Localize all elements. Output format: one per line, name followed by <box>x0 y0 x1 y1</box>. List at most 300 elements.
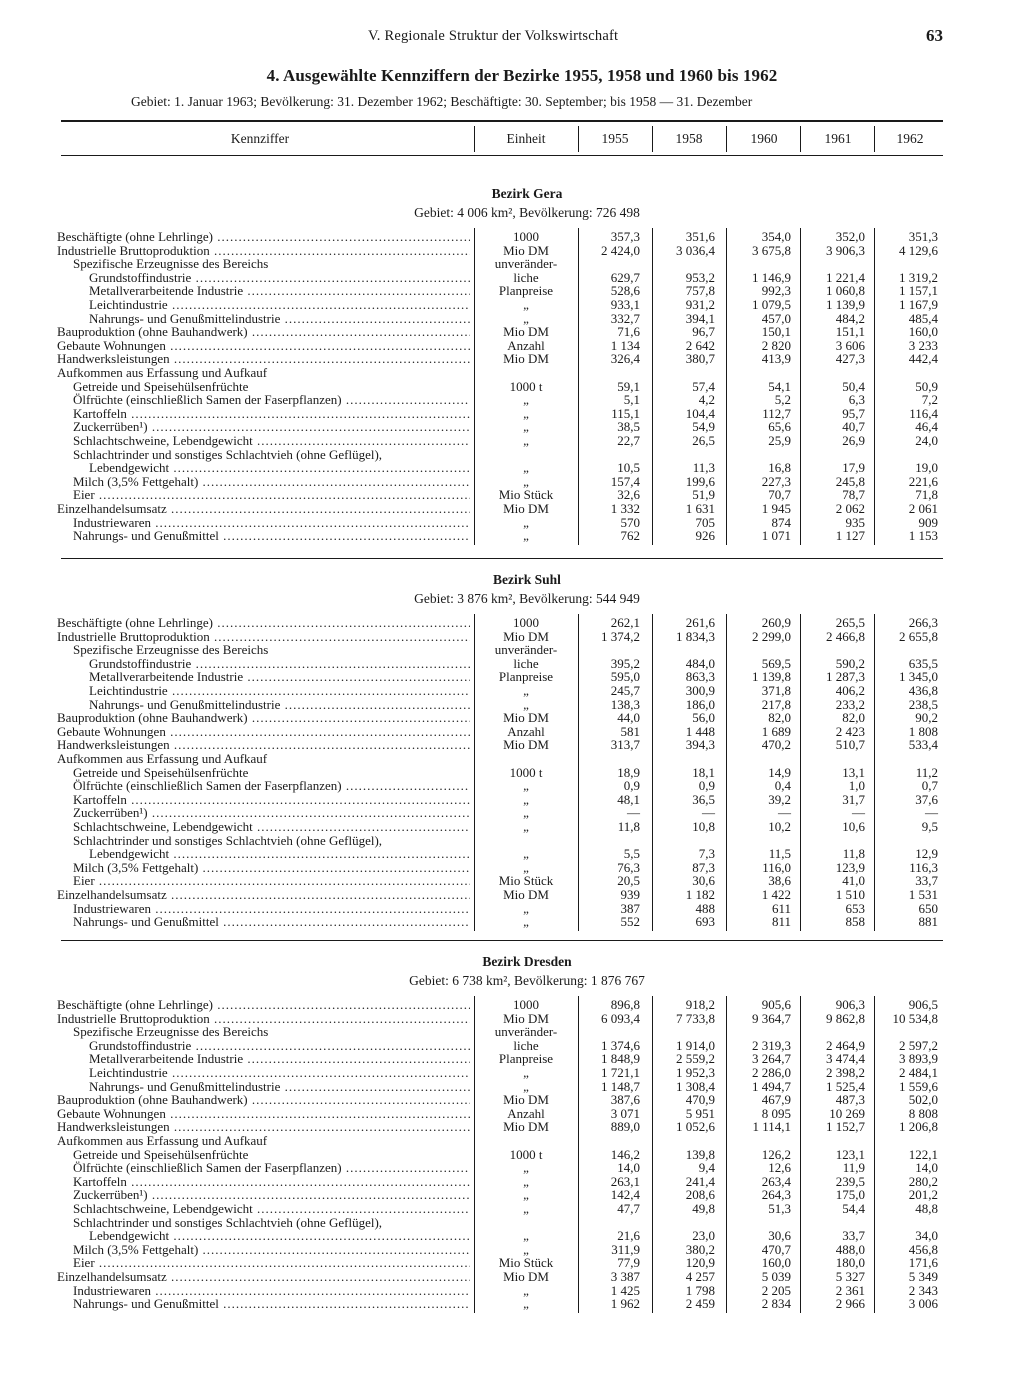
cell-value: 37,6 <box>915 791 938 807</box>
cell-value: 32,6 <box>617 487 640 503</box>
cell-value: 1 962 <box>610 1296 640 1312</box>
cell-value: 78,7 <box>842 487 865 503</box>
row-unit: „ <box>523 1173 529 1189</box>
cell-value: 1 374,6 <box>601 1037 640 1053</box>
cell-value: 510,7 <box>835 737 865 753</box>
row-unit: „ <box>523 310 529 326</box>
cell-value: 266,3 <box>908 615 938 630</box>
table-row <box>0 1229 1024 1243</box>
cell-value: 11,5 <box>768 846 791 862</box>
cell-value: 874 <box>771 514 791 530</box>
table-row <box>0 407 1024 421</box>
row-unit: Mio DM <box>503 710 549 726</box>
cell-value: 199,6 <box>685 473 715 489</box>
cell-value: 0,9 <box>623 778 640 794</box>
cell-value: 96,7 <box>692 324 715 340</box>
table-row <box>0 516 1024 530</box>
row-unit: „ <box>523 1065 529 1080</box>
cell-value: 238,5 <box>908 696 938 712</box>
cell-value: 30,6 <box>692 873 715 889</box>
cell-value: 457,0 <box>761 310 791 326</box>
row-unit: Planpreise <box>498 283 554 299</box>
cell-value: 1 914,0 <box>676 1037 715 1053</box>
table-row <box>0 1284 1024 1298</box>
row-label: Spezifische Erzeugnisse des Bereichs <box>73 643 269 658</box>
row-unit: unveränder- <box>494 642 558 658</box>
cell-value: 2 423 <box>835 723 865 739</box>
cell-value: 280,2 <box>908 1173 938 1189</box>
row-unit: „ <box>523 514 529 530</box>
table-row <box>0 448 1024 462</box>
table-row <box>0 902 1024 916</box>
cell-value: 10,8 <box>692 819 715 834</box>
row-label: Nahrungs- und Genußmittel ..... <box>73 1297 470 1311</box>
row-unit: „ <box>523 805 529 821</box>
row-unit: liche <box>513 269 539 285</box>
table-row <box>0 366 1024 380</box>
row-unit: „ <box>523 900 529 916</box>
table-row <box>0 766 1024 780</box>
row-unit: „ <box>523 696 529 712</box>
cell-value: 1 052,6 <box>676 1119 715 1135</box>
cell-value: 38,5 <box>617 419 640 435</box>
cell-value: 1 425 <box>610 1282 640 1298</box>
cell-value: 3 893,9 <box>899 1051 938 1067</box>
cell-value: 931,2 <box>685 297 715 312</box>
row-label: Industrielle Bruttoproduktion ..... <box>57 244 470 258</box>
row-unit: „ <box>523 683 529 698</box>
cell-value: 905,6 <box>761 997 791 1012</box>
row-label: Eier ..... <box>73 874 470 888</box>
cell-value: 1 531 <box>908 887 938 902</box>
cell-value: 484,2 <box>835 310 865 326</box>
row-label: Lebendgewicht ..... <box>89 461 470 475</box>
cell-value: 2 834 <box>761 1296 791 1312</box>
cell-value: 1 221,4 <box>826 269 865 285</box>
cell-value: 357,3 <box>610 229 640 244</box>
row-label: Leichtindustrie ..... <box>89 298 470 312</box>
cell-value: 24,0 <box>915 433 938 448</box>
row-unit: „ <box>523 1296 529 1312</box>
cell-value: 1 319,2 <box>899 269 938 285</box>
cell-value: 180,0 <box>835 1255 865 1271</box>
row-unit: 1000 t <box>509 1146 543 1162</box>
page-number: 63 <box>926 26 943 45</box>
cell-value: 77,9 <box>617 1255 640 1271</box>
cell-value: 138,3 <box>610 696 640 712</box>
row-unit: Anzahl <box>507 337 545 353</box>
cell-value: 2 820 <box>761 337 791 353</box>
cell-value: 1 332 <box>610 501 640 516</box>
cell-value: 1 182 <box>685 887 715 902</box>
row-unit: Mio Stück <box>498 487 554 503</box>
cell-value: 1 510 <box>835 887 865 902</box>
cell-value: 104,4 <box>685 405 715 421</box>
row-label: Spezifische Erzeugnisse des Bereichs <box>73 257 269 272</box>
cell-value: 9,5 <box>921 819 938 834</box>
cell-value: — <box>627 805 640 821</box>
row-unit: „ <box>523 405 529 421</box>
row-unit: „ <box>523 1160 529 1176</box>
cell-value: 50,9 <box>915 378 938 394</box>
row-label: Grundstoffindustrie ..... <box>89 657 470 671</box>
cell-value: 3 474,4 <box>826 1051 865 1067</box>
cell-value: 1 422 <box>761 887 791 902</box>
cell-value: 380,7 <box>685 351 715 367</box>
cell-value: 502,0 <box>908 1092 938 1108</box>
row-unit: 1000 <box>513 615 539 630</box>
row-label: Industrielle Bruttoproduktion ..... <box>57 630 470 644</box>
cell-value: 858 <box>845 914 865 930</box>
cell-value: 33,7 <box>842 1228 865 1244</box>
cell-value: 595,0 <box>610 669 640 685</box>
row-label: Kartoffeln ..... <box>73 793 470 807</box>
cell-value: 387,6 <box>610 1092 640 1108</box>
cell-value: 1 139,9 <box>826 297 865 312</box>
cell-value: 6,3 <box>848 392 865 408</box>
row-unit: Mio DM <box>503 324 549 340</box>
cell-value: 442,4 <box>908 351 938 367</box>
table-row <box>0 998 1024 1012</box>
cell-value: 261,6 <box>685 615 715 630</box>
cell-value: 1 945 <box>761 501 791 516</box>
cell-value: 1 127 <box>835 528 865 544</box>
cell-value: 406,2 <box>835 683 865 698</box>
row-unit: Planpreise <box>498 669 554 685</box>
cell-value: 48,1 <box>617 791 640 807</box>
cell-value: 635,5 <box>908 655 938 671</box>
row-label: Aufkommen aus Erfassung und Aufkauf <box>57 366 268 380</box>
cell-value: 123,9 <box>835 859 865 875</box>
cell-value: 1 079,5 <box>752 297 791 312</box>
cell-value: 3 675,8 <box>752 242 791 258</box>
row-unit: „ <box>523 1187 529 1203</box>
cell-value: 313,7 <box>610 737 640 753</box>
cell-value: 71,8 <box>915 487 938 503</box>
row-unit: Mio DM <box>503 351 549 367</box>
cell-value: 22,7 <box>617 433 640 448</box>
cell-value: 1 689 <box>761 723 791 739</box>
cell-value: 3 006 <box>908 1296 938 1312</box>
cell-value: 918,2 <box>685 997 715 1012</box>
cell-value: 11,9 <box>842 1160 865 1176</box>
table-row <box>0 393 1024 407</box>
table-row <box>0 1066 1024 1080</box>
cell-value: 1 448 <box>685 723 715 739</box>
row-unit: „ <box>523 528 529 544</box>
cell-value: 13,1 <box>842 764 865 780</box>
row-unit: Planpreise <box>498 1051 554 1067</box>
row-label: Milch (3,5% Fettgehalt) ..... <box>73 475 470 489</box>
table-row <box>0 1025 1024 1039</box>
table-row <box>0 257 1024 271</box>
cell-value: 590,2 <box>835 655 865 671</box>
cell-value: 1 345,0 <box>899 669 938 685</box>
cell-value: 17,9 <box>842 460 865 476</box>
row-unit: Mio DM <box>503 737 549 753</box>
cell-value: 1 808 <box>908 723 938 739</box>
row-label: Eier ..... <box>73 488 470 502</box>
row-unit: 1000 <box>513 997 539 1012</box>
cell-value: 488 <box>695 900 715 916</box>
cell-value: 116,0 <box>762 859 791 875</box>
column-header-1958: 1958 <box>675 131 703 146</box>
section-rule <box>61 558 943 559</box>
row-unit: „ <box>523 460 529 476</box>
row-label: Grundstoffindustrie ..... <box>89 1039 470 1053</box>
cell-value: 233,2 <box>835 696 865 712</box>
row-label: Industriewaren ..... <box>73 1284 470 1298</box>
cell-value: 1 148,7 <box>601 1078 640 1094</box>
cell-value: 653 <box>845 900 865 916</box>
cell-value: 906,3 <box>835 997 865 1012</box>
cell-value: 36,5 <box>692 791 715 807</box>
cell-value: 5 349 <box>908 1269 938 1284</box>
cell-value: 30,6 <box>768 1228 791 1244</box>
cell-value: 260,9 <box>761 615 791 630</box>
cell-value: 112,7 <box>762 405 791 421</box>
row-unit: „ <box>523 1078 529 1094</box>
table-row <box>0 1297 1024 1311</box>
cell-value: 2 061 <box>908 501 938 516</box>
row-label: Beschäftigte (ohne Lehrlinge) ..... <box>57 616 470 630</box>
cell-value: 46,4 <box>915 419 938 435</box>
row-label: Nahrungs- und Genußmittelindustrie ..... <box>89 312 470 326</box>
cell-value: 5,5 <box>623 846 640 862</box>
row-label: Handwerksleistungen ..... <box>57 738 470 752</box>
row-label: Milch (3,5% Fettgehalt) ..... <box>73 1243 470 1257</box>
cell-value: 157,4 <box>610 473 640 489</box>
cell-value: 47,7 <box>617 1201 640 1216</box>
cell-value: 1 374,2 <box>601 628 640 644</box>
cell-value: 20,5 <box>617 873 640 889</box>
cell-value: 241,4 <box>685 1173 715 1189</box>
row-label: Milch (3,5% Fettgehalt) ..... <box>73 861 470 875</box>
cell-value: 933,1 <box>610 297 640 312</box>
cell-value: 139,8 <box>685 1146 715 1162</box>
cell-value: 44,0 <box>617 710 640 726</box>
cell-value: 10 269 <box>829 1105 865 1121</box>
cell-value: 863,3 <box>685 669 715 685</box>
cell-value: 115,1 <box>611 405 640 421</box>
cell-value: 175,0 <box>835 1187 865 1203</box>
table-row <box>0 380 1024 394</box>
row-label: Zuckerrüben¹) ..... <box>73 420 470 434</box>
cell-value: 264,3 <box>761 1187 791 1203</box>
cell-value: 10,2 <box>768 819 791 834</box>
row-label: Metallverarbeitende Industrie ..... <box>89 284 470 298</box>
row-label: Zuckerrüben¹) ..... <box>73 806 470 820</box>
cell-value: 380,2 <box>685 1241 715 1257</box>
cell-value: 5 039 <box>761 1269 791 1284</box>
row-unit: Mio DM <box>503 1119 549 1135</box>
row-label: Bauproduktion (ohne Bauhandwerk) ..... <box>57 711 470 725</box>
row-label: Nahrungs- und Genußmittel ..... <box>73 529 470 543</box>
cell-value: 1 848,9 <box>601 1051 640 1067</box>
row-label: Ölfrüchte (einschließlich Samen der Faserpflanzen) ..... <box>73 1161 470 1175</box>
cell-value: 611 <box>771 900 791 916</box>
cell-value: 221,6 <box>908 473 938 489</box>
cell-value: 757,8 <box>685 283 715 299</box>
cell-value: 120,9 <box>685 1255 715 1271</box>
cell-value: 1 308,4 <box>676 1078 715 1094</box>
cell-value: 1 060,8 <box>826 283 865 299</box>
cell-value: 5 951 <box>685 1105 715 1121</box>
row-label: Zuckerrüben¹) ..... <box>73 1188 470 1202</box>
row-label: Leichtindustrie ..... <box>89 684 470 698</box>
cell-value: 1 206,8 <box>899 1119 938 1135</box>
cell-value: 9 862,8 <box>826 1010 865 1026</box>
row-label: Beschäftigte (ohne Lehrlinge) ..... <box>57 230 470 244</box>
row-unit: Mio DM <box>503 1092 549 1108</box>
row-label: Metallverarbeitende Industrie ..... <box>89 670 470 684</box>
cell-value: 57,4 <box>692 378 715 394</box>
row-label: Gebaute Wohnungen ..... <box>57 1107 470 1121</box>
cell-value: 351,3 <box>908 229 938 244</box>
column-header-1961: 1961 <box>824 131 852 146</box>
cell-value: 10 534,8 <box>892 1010 938 1026</box>
cell-value: 2 205 <box>761 1282 791 1298</box>
section-rule <box>61 940 943 941</box>
row-unit: „ <box>523 433 529 448</box>
row-unit: „ <box>523 859 529 875</box>
cell-value: 1 139,8 <box>752 669 791 685</box>
cell-value: 262,1 <box>610 615 640 630</box>
cell-value: 265,5 <box>835 615 865 630</box>
cell-value: 1 525,4 <box>826 1078 865 1094</box>
table-row <box>0 834 1024 848</box>
cell-value: 909 <box>918 514 938 530</box>
table-row <box>0 670 1024 684</box>
cell-value: 3 606 <box>835 337 865 353</box>
running-title: V. Regionale Struktur der Volkswirtschaft <box>368 28 619 44</box>
cell-value: 5,1 <box>623 392 640 408</box>
cell-value: 26,9 <box>842 433 865 448</box>
table-row <box>0 752 1024 766</box>
cell-value: 54,4 <box>842 1201 865 1216</box>
cell-value: 26,5 <box>692 433 715 448</box>
cell-value: 14,9 <box>768 764 791 780</box>
cell-value: 394,3 <box>685 737 715 753</box>
cell-value: 1 153 <box>908 528 938 544</box>
table-row <box>0 847 1024 861</box>
cell-value: 142,4 <box>610 1187 640 1203</box>
row-label: Handwerksleistungen ..... <box>57 1120 470 1134</box>
table-row <box>0 1270 1024 1284</box>
cell-value: 19,0 <box>915 460 938 476</box>
cell-value: 76,3 <box>617 859 640 875</box>
cell-value: 2 484,1 <box>899 1065 938 1080</box>
cell-value: 413,9 <box>761 351 791 367</box>
cell-value: 25,9 <box>768 433 791 448</box>
cell-value: 394,1 <box>685 310 715 326</box>
row-unit: „ <box>523 846 529 862</box>
row-unit: „ <box>523 1241 529 1257</box>
cell-value: 2 459 <box>685 1296 715 1312</box>
row-label: Nahrungs- und Genußmittelindustrie ..... <box>89 698 470 712</box>
cell-value: 354,0 <box>761 229 791 244</box>
column-header-einheit: Einheit <box>506 131 546 146</box>
table-row <box>0 1202 1024 1216</box>
row-unit: Anzahl <box>507 1105 545 1121</box>
row-unit: Mio DM <box>503 887 549 902</box>
row-label: Lebendgewicht ..... <box>89 1229 470 1243</box>
column-header-kennziffer: Kennziffer <box>230 131 290 146</box>
cell-value: 40,7 <box>842 419 865 435</box>
row-unit: „ <box>523 297 529 312</box>
cell-value: 21,6 <box>617 1228 640 1244</box>
table-row <box>0 502 1024 516</box>
row-label: Schlachtschweine, Lebendgewicht ..... <box>73 820 470 834</box>
cell-value: 332,7 <box>610 310 640 326</box>
table-row <box>0 820 1024 834</box>
row-label: Aufkommen aus Erfassung und Aufkauf <box>57 1134 268 1148</box>
cell-value: 935 <box>845 514 865 530</box>
table-row <box>0 616 1024 630</box>
row-label: Schlachtschweine, Lebendgewicht ..... <box>73 1202 470 1216</box>
row-label: Kartoffeln ..... <box>73 407 470 421</box>
cell-value: 3 233 <box>908 337 938 353</box>
cell-value: 2 319,3 <box>752 1037 791 1053</box>
cell-value: 326,4 <box>610 351 640 367</box>
header-divider <box>474 126 475 152</box>
cell-value: 2 361 <box>835 1282 865 1298</box>
cell-value: 705 <box>695 514 715 530</box>
cell-value: 2 655,8 <box>899 628 938 644</box>
table-row <box>0 230 1024 244</box>
cell-value: 371,8 <box>761 683 791 698</box>
table-row <box>0 1175 1024 1189</box>
section-info: Gebiet: 6 738 km², Bevölkerung: 1 876 767 <box>409 973 645 988</box>
table-row <box>0 915 1024 929</box>
row-unit: „ <box>523 419 529 435</box>
cell-value: 12,6 <box>768 1160 791 1176</box>
row-unit: Mio DM <box>503 1269 549 1284</box>
table-row <box>0 643 1024 657</box>
row-label: Schlachtrinder und sonstiges Schlachtvieh (ohne Geflügel), <box>73 1215 383 1230</box>
cell-value: 82,0 <box>768 710 791 726</box>
cell-value: 488,0 <box>835 1241 865 1257</box>
cell-value: 122,1 <box>908 1146 938 1162</box>
cell-value: 56,0 <box>692 710 715 726</box>
cell-value: 2 966 <box>835 1296 865 1312</box>
cell-value: 8 808 <box>908 1105 938 1121</box>
table-row <box>0 529 1024 543</box>
row-label: Handwerksleistungen ..... <box>57 352 470 366</box>
table-row <box>0 779 1024 793</box>
cell-value: 2 398,2 <box>826 1065 865 1080</box>
cell-value: 11,8 <box>842 846 865 862</box>
top-rule <box>61 120 943 122</box>
row-label: Industriewaren ..... <box>73 516 470 530</box>
cell-value: 65,6 <box>768 419 791 435</box>
row-label: Bauproduktion (ohne Bauhandwerk) ..... <box>57 325 470 339</box>
cell-value: 2 062 <box>835 501 865 516</box>
cell-value: 217,8 <box>761 696 791 712</box>
cell-value: 650 <box>918 900 938 916</box>
cell-value: 1 146,9 <box>752 269 791 285</box>
table-row <box>0 793 1024 807</box>
cell-value: 82,0 <box>842 710 865 726</box>
row-label: Eier ..... <box>73 1256 470 1270</box>
cell-value: 160,0 <box>908 324 938 340</box>
cell-value: 470,7 <box>761 1241 791 1257</box>
cell-value: 1 952,3 <box>676 1065 715 1080</box>
row-label: Einzelhandelsumsatz ..... <box>57 502 470 516</box>
row-label: Gebaute Wohnungen ..... <box>57 339 470 353</box>
cell-value: 528,6 <box>610 283 640 299</box>
cell-value: 90,2 <box>915 710 938 726</box>
